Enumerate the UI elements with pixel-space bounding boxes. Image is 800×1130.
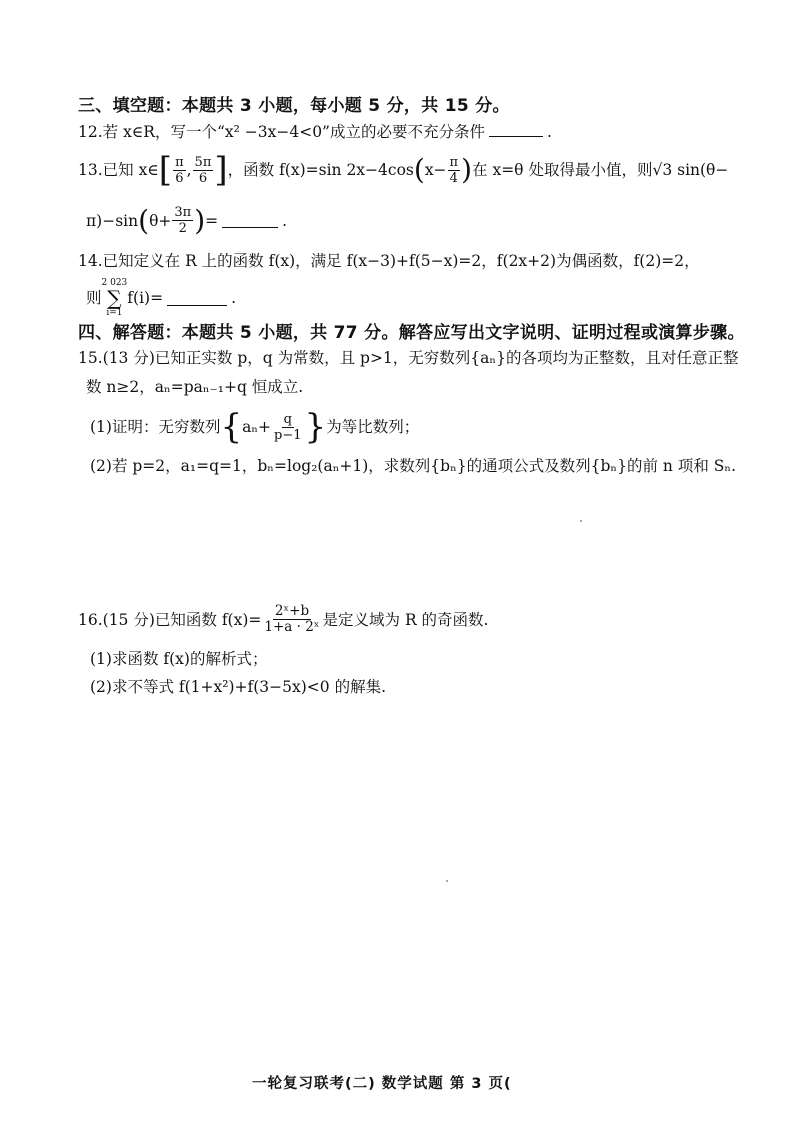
question-14-line-2: 则 2 023 ∑ i=1 f(i)= . bbox=[86, 278, 236, 318]
question-14-line-1: 14.已知定义在 R 上的函数 f(x)，满足 f(x−3)+f(5−x)=2，f(2x+2)为偶函数，f(2)=2， bbox=[78, 252, 700, 270]
question-14-then: 则 bbox=[86, 289, 102, 307]
question-13-line-2: π)−sin ( θ+ $\frac{3\pi}{2}$ ) = . bbox=[86, 203, 288, 237]
section-3-heading: 三、填空题：本题共 3 小题，每小题 5 分，共 15 分。 bbox=[78, 96, 510, 116]
question-13-line-2-start: π)−sin bbox=[86, 211, 139, 230]
question-16-part-2: (2)求不等式 f(1+x²)+f(3−5x)<0 的解集. bbox=[90, 678, 386, 696]
page-footer: 一轮复习联考(二) 数学试题 第 3 页( bbox=[252, 1076, 512, 1092]
scan-speck bbox=[580, 520, 582, 522]
sin-argument: θ+ bbox=[149, 211, 172, 230]
answer-blank-13[interactable] bbox=[222, 213, 278, 228]
part-1-suffix: 为等比数列； bbox=[326, 418, 420, 436]
three-pi-over-2-fraction: $\frac{3\pi}{2}$ bbox=[174, 205, 192, 236]
question-15-part-2: (2)若 p=2，a₁=q=1，bₙ=log₂(aₙ+1)，求数列{bₙ}的通项公式及数列{bₙ}的前 n 项和 Sₙ. bbox=[90, 457, 737, 475]
question-15-line-2: 数 n≥2，aₙ=paₙ₋₁+q 恒成立. bbox=[86, 378, 304, 396]
question-16-part-1: (1)求函数 f(x)的解析式； bbox=[90, 650, 268, 668]
question-16-prefix: 16.(15 分)已知函数 f(x)= bbox=[78, 610, 262, 629]
question-13-line-1: 13.已知 x∈ [ $\frac{\pi}{6}$ , $\frac{5\pi}{6}$ ] ，函数 f(x)=sin 2x−4cos ( x− $\frac{\pi}{4}$ ) 在 x=θ 处取得最小值，则√3 sin(θ− bbox=[78, 150, 729, 190]
interval-start-fraction: $\frac{\pi}{6}$ bbox=[175, 154, 184, 186]
answer-blank-12[interactable] bbox=[489, 122, 543, 137]
function-fraction: $\frac{\text{2ˣ+b}}{\text{1+a · 2ˣ}}$ bbox=[264, 603, 320, 635]
sequence-term: aₙ+ bbox=[242, 418, 272, 436]
question-16-suffix: 是定义域为 R 的奇函数. bbox=[322, 610, 489, 629]
pi-over-4-fraction: $\frac{\pi}{4}$ bbox=[449, 154, 459, 186]
interval-end-fraction: $\frac{5\pi}{6}$ bbox=[194, 154, 212, 186]
question-16-line-1 bbox=[78, 604, 488, 635]
question-12: 12.若 x∈R，写一个“x² −3x−4<0”成立的必要不充分条件 . bbox=[78, 123, 552, 141]
q-over-p-minus-1-fraction: $\frac{q}{p-1}$ bbox=[274, 411, 302, 443]
question-13-equals: = bbox=[205, 211, 219, 230]
question-13-function: ，函数 f(x)=sin 2x−4cos bbox=[227, 161, 414, 179]
scan-speck bbox=[446, 880, 448, 882]
answer-blank-14[interactable] bbox=[167, 291, 227, 306]
cos-argument: x− bbox=[424, 161, 447, 179]
question-12-text: 12.若 x∈R，写一个“x² −3x−4<0”成立的必要不充分条件 bbox=[78, 123, 485, 141]
summation-symbol: 2 023 ∑ i=1 bbox=[101, 278, 128, 318]
question-15-line-1: 15.(13 分)已知正实数 p，q 为常数，且 p>1，无穷数列{aₙ}的各项均为正整数，且对任意正整 bbox=[78, 349, 739, 367]
question-13-tail: 在 x=θ 处取得最小值，则√3 sin(θ− bbox=[472, 161, 729, 179]
part-1-label: (1)证明：无穷数列 bbox=[90, 418, 221, 436]
question-15-part-1: (1)证明：无穷数列 { aₙ+ $\frac{q}{p-1}$ } 为等比数列； bbox=[90, 407, 420, 447]
summation-body: f(i)= bbox=[127, 289, 164, 307]
section-4-heading: 四、解答题：本题共 5 小题，共 77 分。解答应写出文字说明、证明过程或演算步骤。 bbox=[78, 323, 745, 343]
question-13-prefix: 13.已知 x∈ bbox=[78, 161, 159, 179]
